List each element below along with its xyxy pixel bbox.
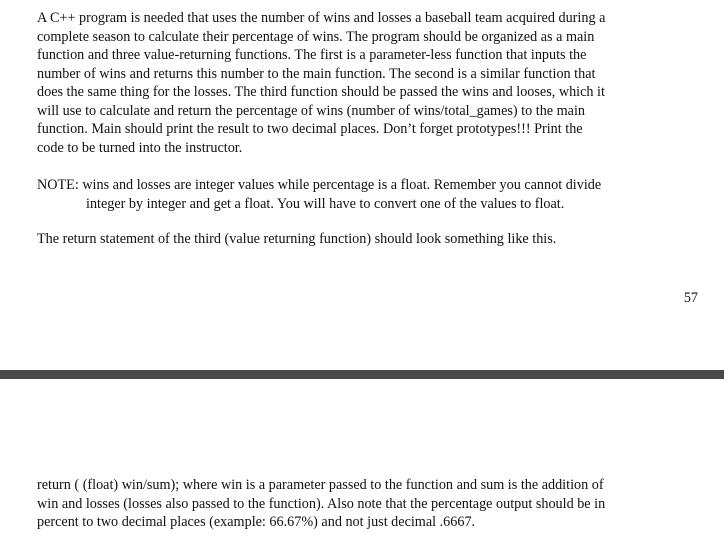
note-line-indented: integer by integer and get a float. You will have to convert one of the values to float. [86, 195, 565, 212]
paragraph-line: number of wins and returns this number to the main function. The second is a similar function that [37, 65, 596, 82]
paragraph-line: does the same thing for the losses. The third function should be passed the wins and looses, which it [37, 84, 605, 100]
paragraph-line: complete season to calculate their percentage of wins. The program should be organized as a main [37, 28, 595, 45]
paragraph-line: function and three value-returning functions. The first is a parameter-less function that inputs the [37, 47, 587, 63]
return-statement-paragraph [37, 476, 701, 532]
paragraph-line: code to be turned into the instructor. [37, 139, 243, 156]
paragraph-line: return ( (float) win/sum); where win is a parameter passed to the function and sum is the addition of [37, 477, 604, 493]
paragraph-line: win and losses (losses also passed to the function). Also note that the percentage output should be in [37, 495, 606, 512]
assignment-paragraph [37, 9, 697, 157]
page-break-divider [0, 370, 724, 379]
paragraph-line: A C++ program is needed that uses the number of wins and losses a baseball team acquired during a [37, 10, 606, 26]
page-number: 57 [683, 290, 698, 306]
return-intro-text: The return statement of the third (value returning function) should look something like this. [37, 231, 557, 247]
return-intro-paragraph [37, 230, 697, 249]
paragraph-line: will use to calculate and return the percentage of wins (number of wins/total_games) to the main [37, 102, 586, 119]
note-paragraph [37, 176, 697, 213]
paragraph-line: function. Main should print the result to two decimal places. Don’t forget prototypes!!! Print the [37, 121, 583, 137]
note-line: NOTE: wins and losses are integer values while percentage is a float. Remember you cannot divide [37, 177, 602, 193]
paragraph-line: percent to two decimal places (example: 66.67%) and not just decimal .6667. [37, 514, 476, 530]
